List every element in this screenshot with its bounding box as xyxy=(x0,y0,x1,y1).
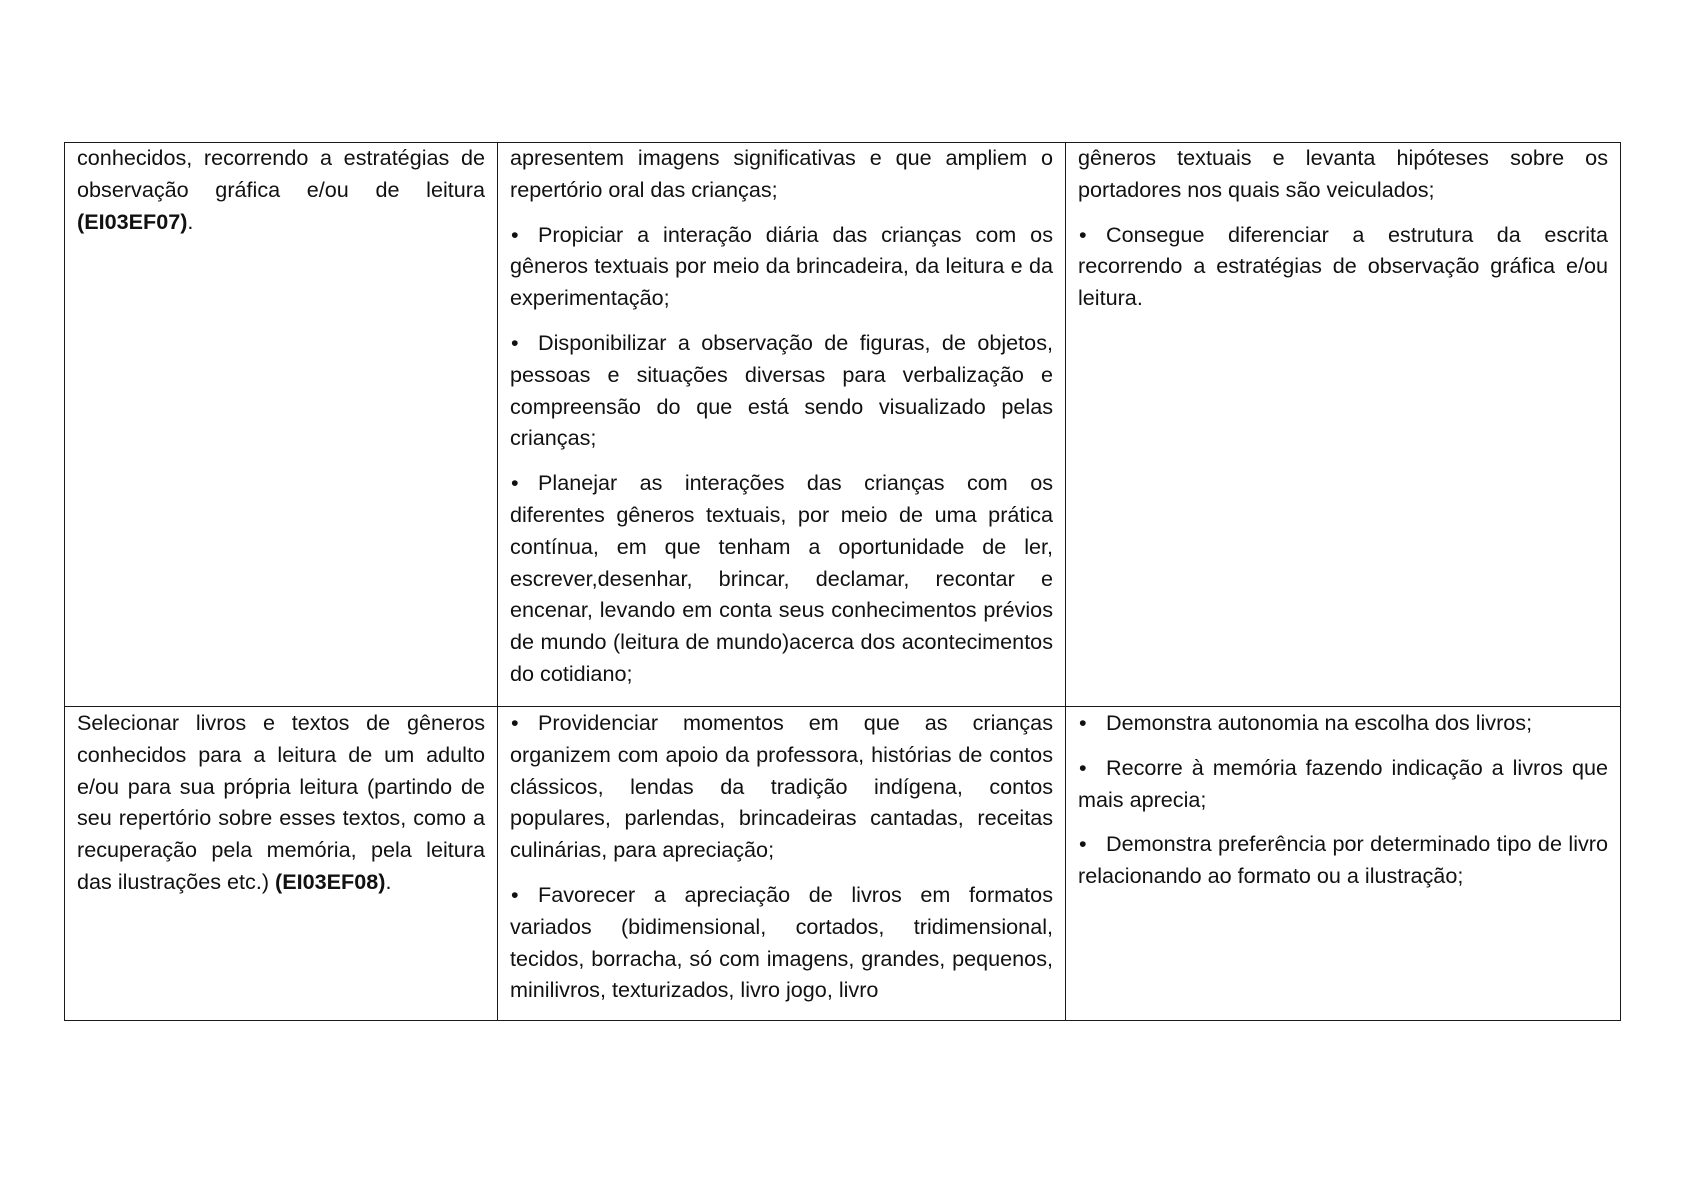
bullet-icon: • xyxy=(1079,831,1087,857)
bullet-icon: • xyxy=(511,710,519,735)
curriculum-table xyxy=(64,142,1621,1021)
bullet-icon: • xyxy=(511,470,519,496)
evaluation-continuation: gêneros textuais e levanta hipóteses sobre os portadores nos quais são veiculados; xyxy=(1078,145,1608,202)
objective-text xyxy=(77,707,485,898)
evaluation-item xyxy=(1078,707,1608,739)
evaluation-item-text: Demonstra autonomia na escolha dos livros; xyxy=(1106,710,1533,735)
bullet-icon: • xyxy=(511,881,519,907)
strategy-item-text: Planejar as interações das crianças com os diferentes gêneros textuais, por meio de uma prática contínua, em que tenham a oportunidade de ler, escrever,desenhar, brincar, declamar, recontar e encenar, levando em conta seus conhecimentos prévios de mundo (leitura de mundo)acerca dos acontecimentos do cotidiano; xyxy=(510,470,1053,686)
objective-suffix: . xyxy=(187,208,194,234)
bullet-icon: • xyxy=(1079,221,1087,247)
strategy-continuation: apresentem imagens significativas e que ampliem o repertório oral das crianças; xyxy=(510,145,1053,202)
strategies-clip xyxy=(510,707,1053,1006)
strategy-item xyxy=(510,219,1053,314)
objective-body: conhecidos, recorrendo a estratégias de observação gráfica e/ou de leitura xyxy=(77,145,485,202)
evaluation-item xyxy=(1078,752,1608,816)
objective-body: Selecionar livros e textos de gêneros conhecidos para a leitura de um adulto e/ou para sua própria leitura (partindo de seu repertório sobre esses textos, como a recuperação pela memória, pela leitura das ilustrações etc.) xyxy=(77,710,485,894)
objective-suffix: . xyxy=(385,868,392,894)
objective-cell xyxy=(65,143,498,707)
strategy-item xyxy=(510,327,1053,454)
table-row xyxy=(65,143,1621,707)
strategy-item-text: Providenciar momentos em que as crianças organizem com apoio da professora, histórias de contos clássicos, lendas da tradição indígena, contos populares, parlendas, brincadeiras cantadas, receitas culinárias, para apreciação; xyxy=(510,710,1053,863)
strategies-cell xyxy=(498,143,1066,707)
bullet-icon: • xyxy=(1079,754,1087,780)
evaluation-item xyxy=(1078,828,1608,892)
objective-text xyxy=(77,142,485,237)
strategy-item xyxy=(510,707,1053,866)
bullet-icon: • xyxy=(1079,710,1087,735)
table-row xyxy=(65,707,1621,1021)
evaluation-item xyxy=(1078,219,1608,314)
bullet-icon: • xyxy=(511,329,519,355)
strategy-item-text: Disponibilizar a observação de figuras, de objetos, pessoas e situações diversas para verbalização e compreensão do que está sendo visualizado pelas crianças; xyxy=(510,329,1053,451)
evaluation-item-text: Recorre à memória fazendo indicação a livros que mais aprecia; xyxy=(1078,754,1608,812)
objective-code: (EI03EF07) xyxy=(77,208,188,234)
objective-cell xyxy=(65,707,498,1021)
evaluation-cell xyxy=(1066,143,1621,707)
bullet-icon: • xyxy=(511,221,519,247)
evaluation-item-text: Consegue diferenciar a estrutura da escrita recorrendo a estratégias de observação gráfica e/ou leitura. xyxy=(1078,221,1608,311)
strategy-item xyxy=(510,467,1053,690)
strategies-cell xyxy=(498,707,1066,1021)
evaluation-cell xyxy=(1066,707,1621,1021)
evaluation-item-text: Demonstra preferência por determinado tipo de livro relacionando ao formato ou a ilustração; xyxy=(1078,831,1608,889)
strategy-item-text: Favorecer a apreciação de livros em formatos variados (bidimensional, cortados, tridimensional, tecidos, borracha, só com imagens, grandes, pequenos, minilivros, texturizados, livro jogo, livro xyxy=(510,881,1053,1003)
strategy-item xyxy=(510,879,1053,1006)
objective-code: (EI03EF08) xyxy=(275,868,386,894)
strategy-item-text: Propiciar a interação diária das crianças com os gêneros textuais por meio da brincadeira, da leitura e da experimentação; xyxy=(510,221,1053,311)
